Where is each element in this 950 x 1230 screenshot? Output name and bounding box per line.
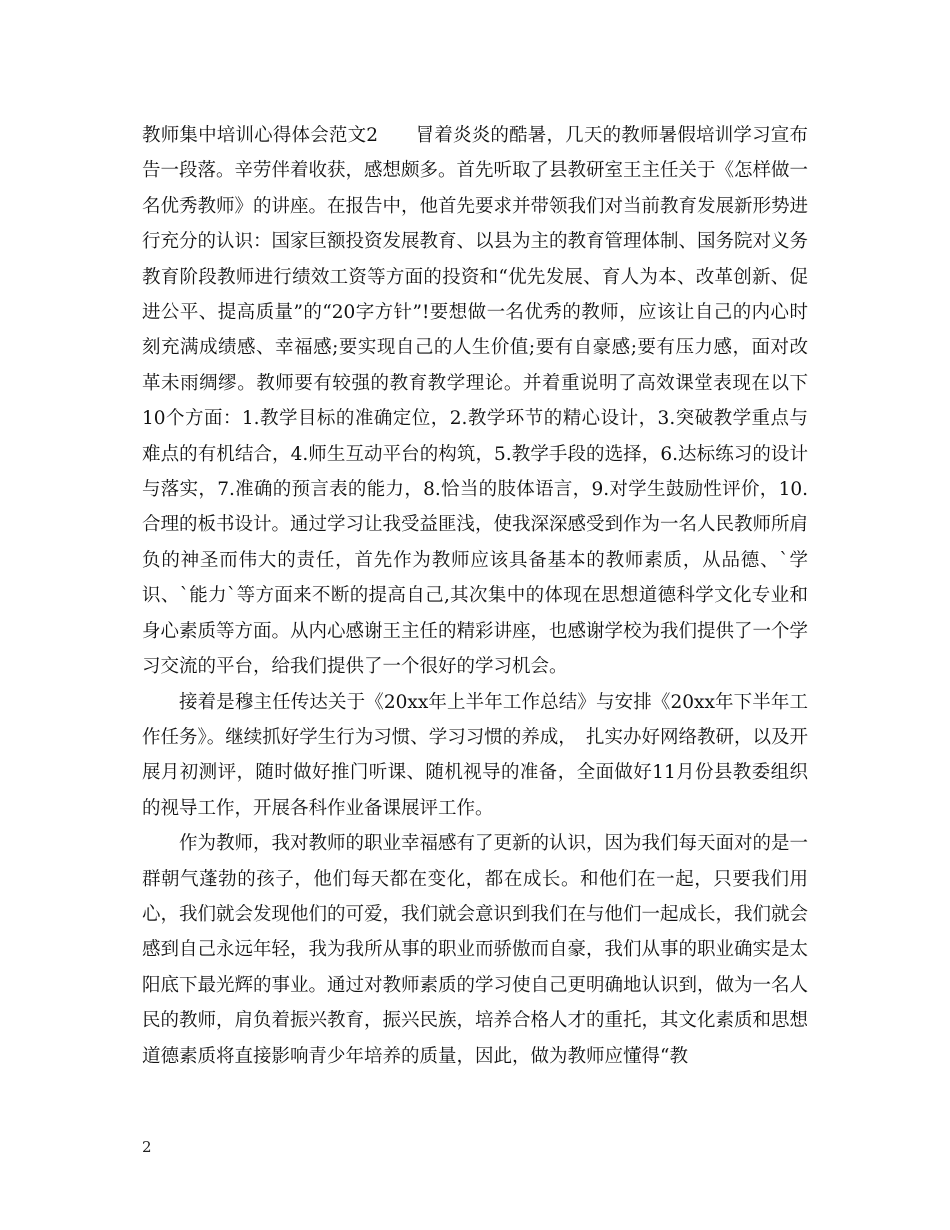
paragraph-2: 接着是穆主任传达关于《20xx年上半年工作总结》与安排《20xx年下半年工作任务》。继续抓好学生行为习惯、学习习惯的养成， 扎实办好网络教研，以及开展月初测评，随时做好推门听课、随机视导的准备，全面做好11月份县教委组织的视导工作，开展各科作业备课展评工作。	[142, 691, 809, 819]
paragraph-3: 作为教师，我对教师的职业幸福感有了更新的认识，因为我们每天面对的是一群朝气蓬勃的孩子，他们每天都在变化，都在成长。和他们在一起，只要我们用心，我们就会发现他们的可爱，我们就会意识到我们在与他们一起成长，我们就会感到自己永远年轻，我为我所从事的职业而骄傲而自豪，我们从事的职业确实是太阳底下最光辉的事业。通过对教师素质的学习使自己更明确地认识到，做为一名人民的教师，肩负着振兴教育，振兴民族，培养合格人才的重托，其文化素质和思想道德素质将直接影响青少年培养的质量，因此，做为教师应懂得“教	[142, 833, 809, 1067]
page-number: 2	[142, 1138, 152, 1156]
paragraph-1: 教师集中培训心得体会范文2 冒着炎炎的酷暑，几天的教师暑假培训学习宣布告一段落。辛劳伴着收获，感想颇多。首先听取了县教研室王主任关于《怎样做一名优秀教师》的讲座。在报告中，他首先要求并带领我们对当前教育发展新形势进行充分的认识：国家巨额投资发展教育、以县为主的教育管理体制、国务院对义务教育阶段教师进行绩效工资等方面的投资和“优先发展、育人为本、改革创新、促进公平、提高质量”的“20字方针”!要想做一名优秀的教师，应该让自己的内心时刻充满成绩感、幸福感;要实现自己的人生价值;要有自豪感;要有压力感，面对改革未雨绸缪。教师要有较强的教育教学理论。并着重说明了高效课堂表现在以下10个方面：1.教学目标的准确定位，2.教学环节的精心设计，3.突破教学重点与难点的有机结合，4.师生互动平台的构筑，5.教学手段的选择，6.达标练习的设计与落实，7.准确的预言表的能力，8.恰当的肢体语言，9.对学生鼓励性评价，10.合理的板书设计。通过学习让我受益匪浅，使我深深感受到作为一名人民教师所肩负的神圣而伟大的责任，首先作为教师应该具备基本的教师素质，从品德、`学识、`能力`等方面来不断的提高自己,其次集中的体现在思想道德科学文化专业和身心素质等方面。从内心感谢王主任的精彩讲座，也感谢学校为我们提供了一个学习交流的平台，给我们提供了一个很好的学习机会。	[142, 125, 809, 678]
document-body	[142, 118, 808, 1074]
